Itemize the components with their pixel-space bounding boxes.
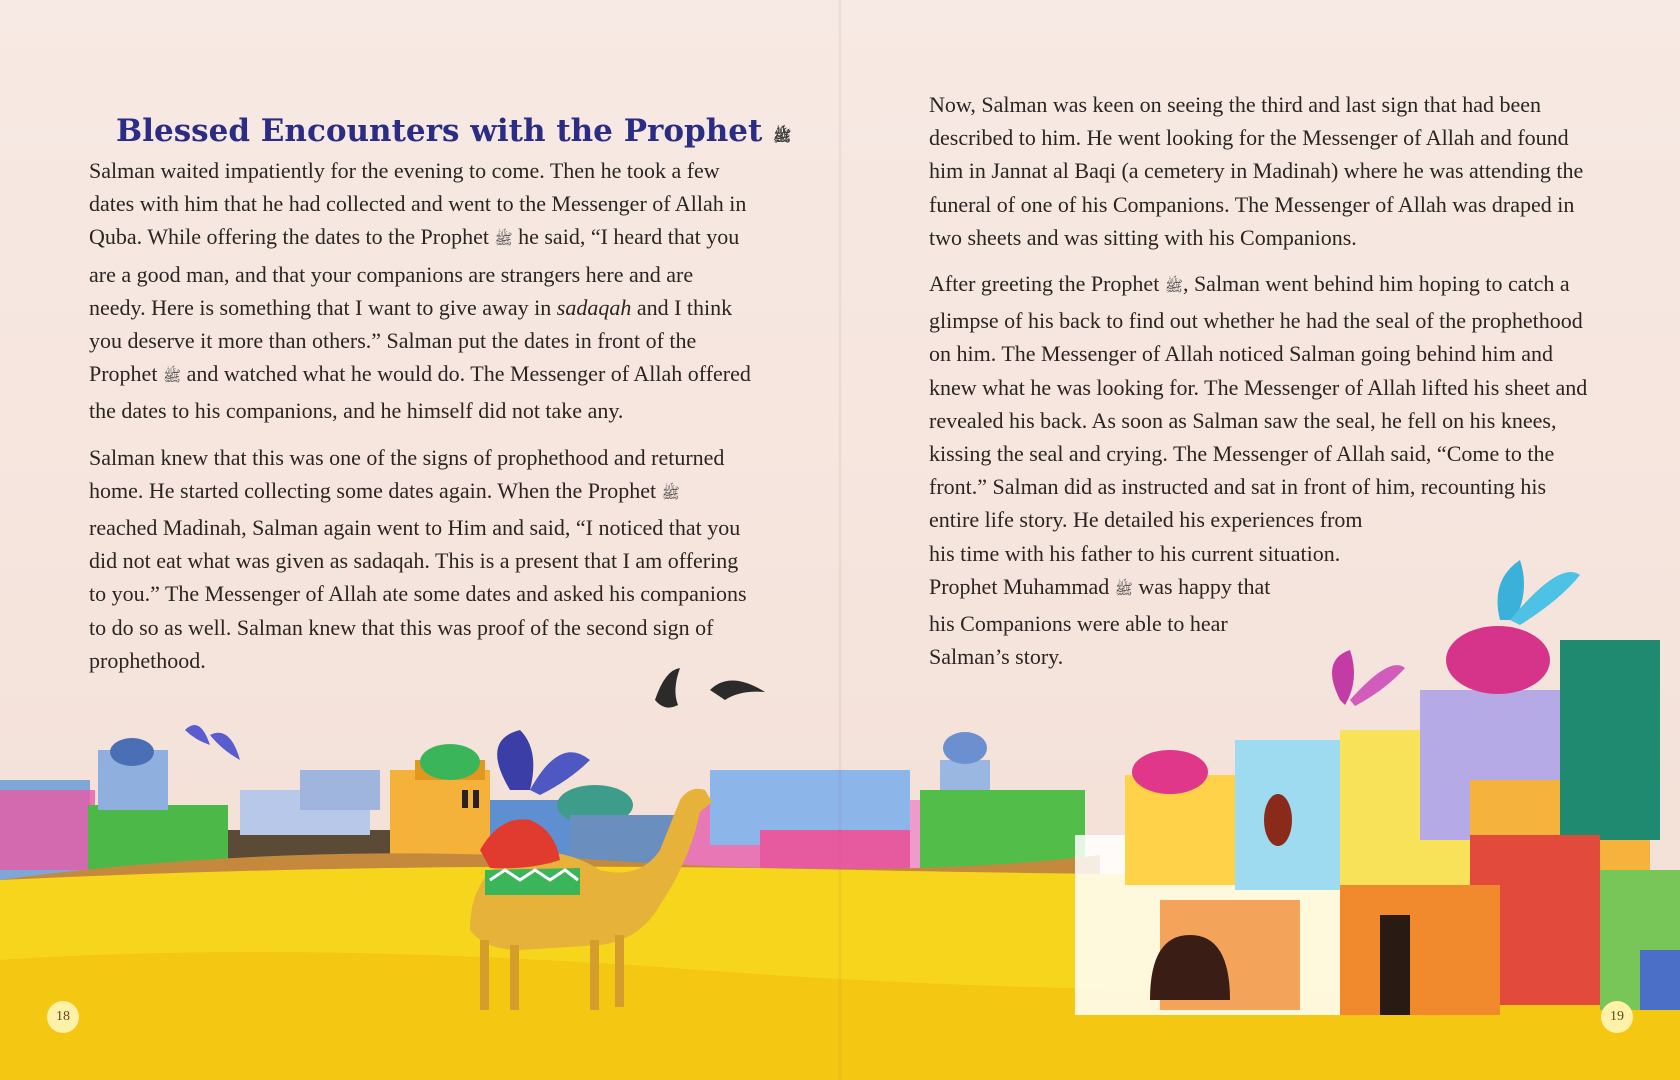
honorific-glyph: ﷺ [1164, 279, 1183, 296]
paragraph-4: After greeting the Prophet ﷺ, Salman went behind him hoping to catch a glimpse of his back to find out whether he had the seal of the prophethood on him. The Messenger of Allah noticed Salman going behind him and knew what he was looking for. The Messenger of Allah lifted his sheet and revealed his back. As soon as Salman saw the seal, he fell on his knees, kissing the seal and crying. The Messenger of Allah said, “Come to the front.” Salman did as instructed and sat in front of him, recounting his [929, 271, 1588, 500]
short-lines: entire life story. He detailed his experiences from his time with his father to his current situation. Prophet Muhammad ﷺ was happy that his Companions were able to hear Salman’s story. [929, 507, 1363, 670]
page-number-right: 19 [1601, 1001, 1633, 1033]
page-number-left: 18 [47, 1001, 79, 1033]
honorific-glyph: ﷺ [773, 126, 792, 145]
paragraph-2: Salman knew that this was one of the signs of prophethood and returned home. He started collecting some dates again. When the Prophet ﷺ reached Madinah, Salman again went to Him and said, “I noticed that you did not eat what was given as sadaqah. This is a present that I am offering to you.” The Messenger of Allah ate some dates and asked his companions to do so as well. Salman knew that this was proof of the second sign of prophethood. [89, 444, 747, 673]
title-text: Blessed Encounters with the Prophet [116, 112, 763, 149]
page-gutter [838, 0, 842, 1080]
honorific-glyph: ﷺ [1114, 581, 1133, 598]
paragraph-3: Now, Salman was keen on seeing the third and last sign that had been described to him. He went looking for the Messenger of Allah and found him in Jannat al Baqi (a cemetery in Madinah) where he was attending the funeral of one of his Companions. The Messenger of Allah was draped in two sheets and was sitting with his Companions. [929, 92, 1584, 250]
italic-term: sadaqah [556, 294, 632, 320]
honorific-glyph: ﷺ [661, 485, 680, 502]
honorific-glyph: ﷺ [162, 369, 182, 386]
paragraph-1: Salman waited impatiently for the evening to come. Then he took a few dates with him that he had collected and went to the Messenger of Allah in Quba. While offering the dates to the Prophet ﷺ he said, “I heard that you are a good man, and that your companions are strangers here and are needy. Here is something that I want to give away in sadaqah and I think you deserve it more than others.” Salman put the dates in front of the Prophet ﷺ and watched what he would do. The Messenger of Allah offered the dates to his companions, and he himself did not take any. [89, 158, 751, 424]
page-title [116, 112, 792, 149]
honorific-glyph: ﷺ [494, 232, 513, 249]
right-page-text [929, 88, 1589, 673]
left-page-text [89, 154, 751, 690]
